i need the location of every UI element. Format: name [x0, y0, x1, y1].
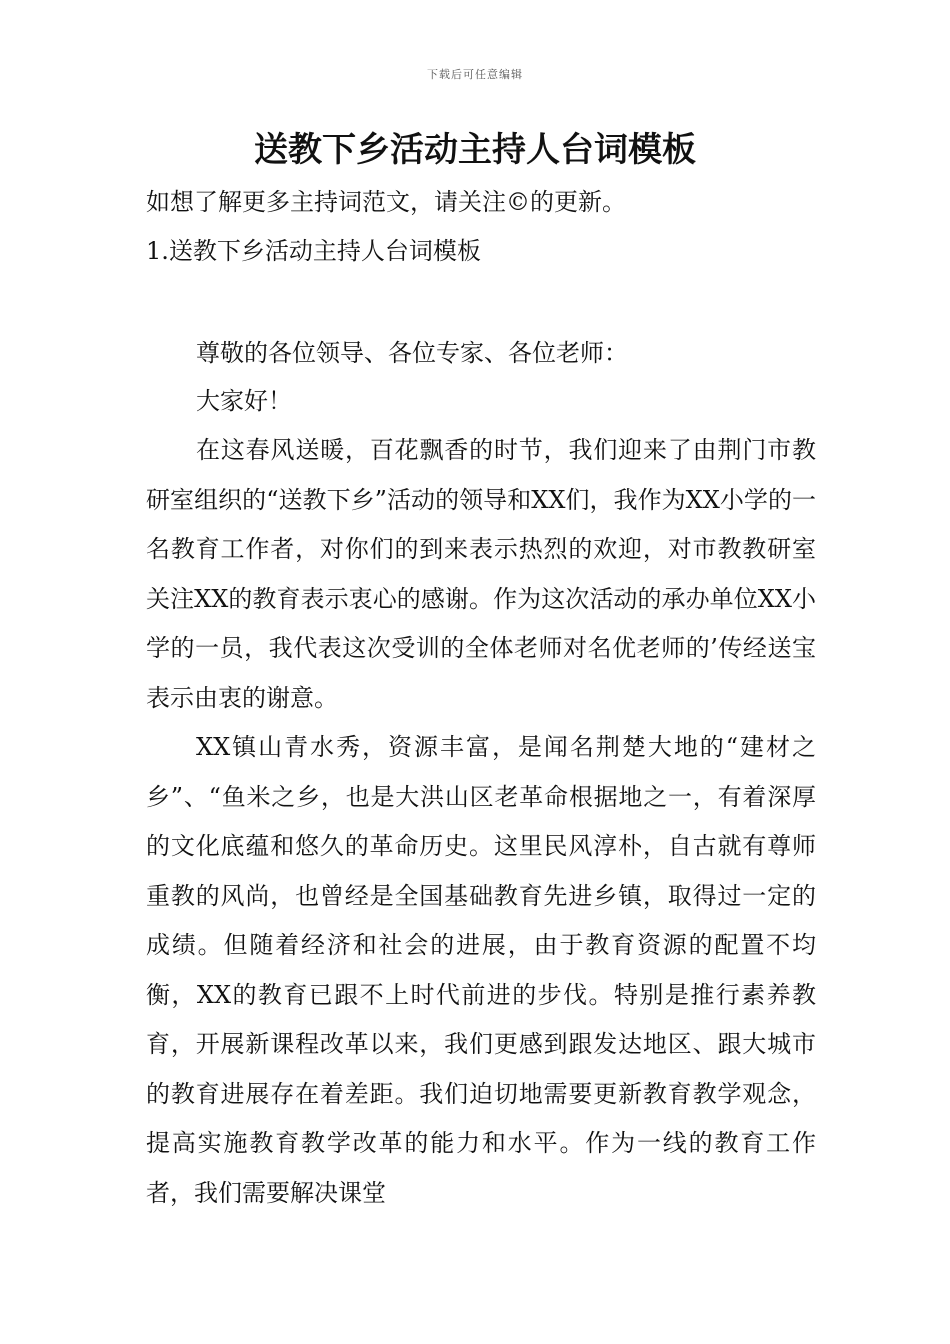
intro-line: 如想了解更多主持词范文，请关注©的更新。 — [146, 188, 626, 216]
greeting-line: 尊敬的各位领导、各位专家、各位老师： — [196, 339, 628, 367]
header-note: 下载后可任意编辑 — [427, 68, 523, 81]
document-title: 送教下乡活动主持人台词模板 — [254, 130, 696, 170]
section-heading: 1.送教下乡活动主持人台词模板 — [146, 237, 481, 265]
body-paragraph: XX镇山青水秀，资源丰富，是闻名荆楚大地的“建材之乡”、“鱼米之乡，也是大洪山区老革命根据地之一，有着深厚的文化底蕴和悠久的革命历史。这里民风淳朴，自古就有尊师重教的风尚，也曾经是全国基础教育先进乡镇，取得过一定的成绩。但随着经济和社会的进展，由于教育资源的配置不均衡，XX的教育已跟不上时代前进的步伐。特别是推行素养教育，开展新课程改革以来，我们更感到跟发达地区、跟大城市的教育进展存在着差距。我们迫切地需要更新教育教学观念，提高实施教育教学改革的能力和水平。作为一线的教育工作者，我们需要解决课堂 — [146, 733, 816, 1207]
hello-line: 大家好！ — [196, 387, 292, 415]
body-paragraph: 在这春风送暖，百花飘香的时节，我们迎来了由荆门市教研室组织的“送教下乡”活动的领导和XX们，我作为XX小学的一名教育工作者，对你们的到来表示热烈的欢迎，对市教教研室关注XX的教育表示衷心的感谢。作为这次活动的承办单位XX小学的一员，我代表这次受训的全体老师对名优老师的’传经送宝表示由衷的谢意。 — [146, 436, 816, 712]
